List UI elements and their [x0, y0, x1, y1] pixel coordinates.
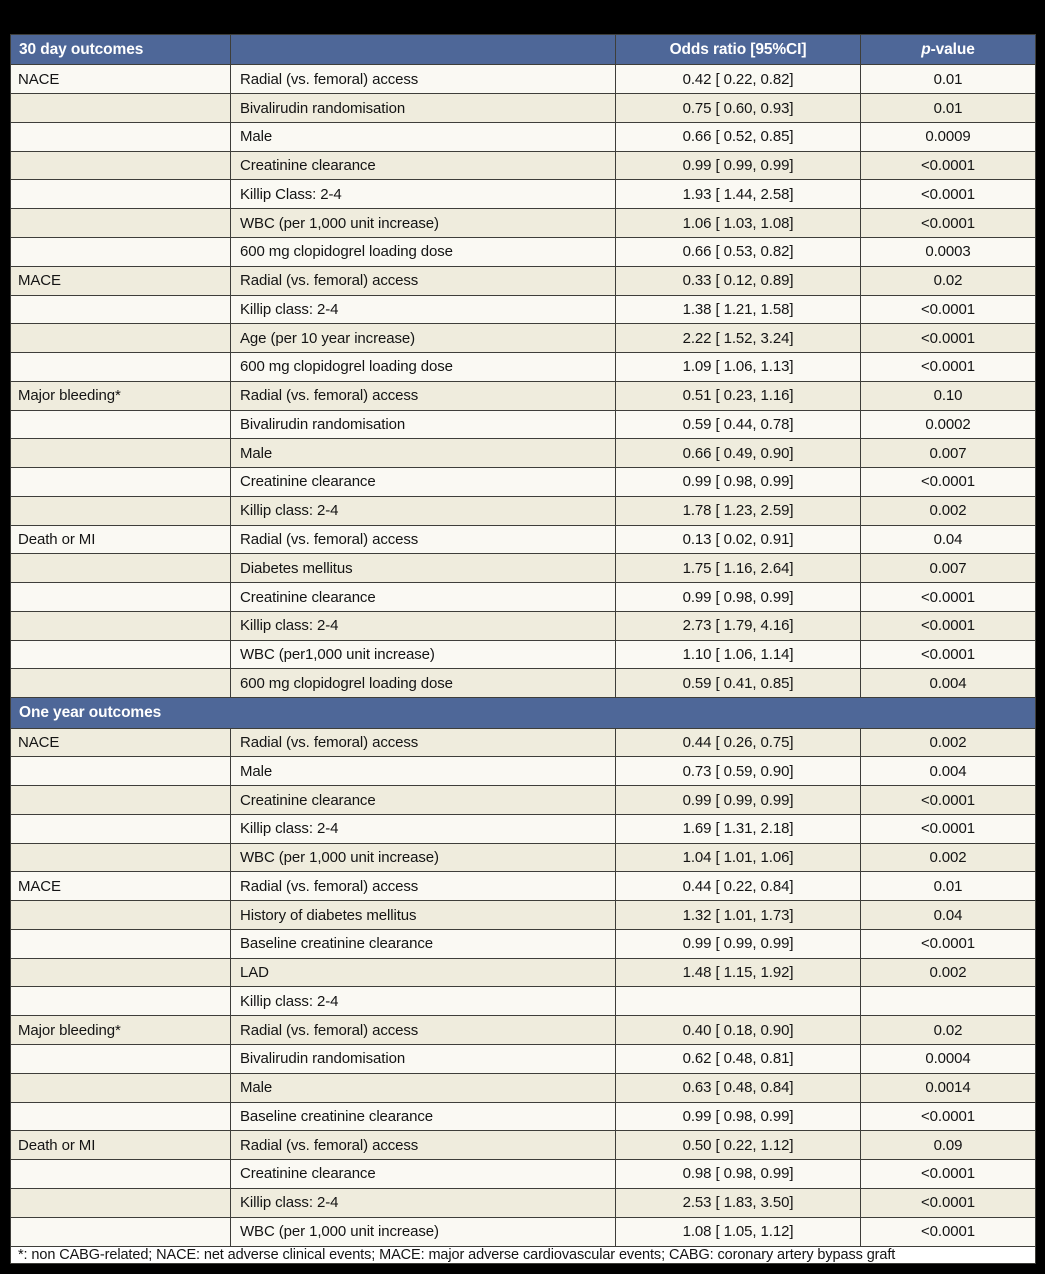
table-row [11, 353, 1036, 382]
odds-ratio-cell: 0.44 [ 0.26, 0.75] [616, 728, 861, 757]
outcome-cell: Major bleeding* [11, 1016, 231, 1045]
outcome-cell [11, 122, 231, 151]
variable-cell: History of diabetes mellitus [231, 901, 616, 930]
table-row [11, 611, 1036, 640]
variable-cell: Baseline creatinine clearance [231, 1102, 616, 1131]
variable-cell: WBC (per 1,000 unit increase) [231, 1217, 616, 1246]
variable-cell: Creatinine clearance [231, 583, 616, 612]
outcome-cell [11, 1217, 231, 1246]
table-row [11, 381, 1036, 410]
table-row [11, 640, 1036, 669]
odds-ratio-cell: 0.42 [ 0.22, 0.82] [616, 65, 861, 94]
variable-cell: Bivalirudin randomisation [231, 410, 616, 439]
odds-ratio-cell: 2.22 [ 1.52, 3.24] [616, 324, 861, 353]
p-value-cell: <0.0001 [861, 295, 1036, 324]
p-value-cell: 0.01 [861, 872, 1036, 901]
p-value-cell: 0.007 [861, 439, 1036, 468]
p-value-cell: <0.0001 [861, 1217, 1036, 1246]
outcome-cell [11, 237, 231, 266]
table-row [11, 814, 1036, 843]
variable-cell: LAD [231, 958, 616, 987]
p-value-cell: 0.02 [861, 1016, 1036, 1045]
table-row [11, 843, 1036, 872]
column-header-section-title: 30 day outcomes [11, 35, 231, 65]
p-value-cell: 0.04 [861, 901, 1036, 930]
outcome-cell [11, 1102, 231, 1131]
p-value-cell: <0.0001 [861, 1188, 1036, 1217]
outcome-cell [11, 1073, 231, 1102]
p-value-cell: <0.0001 [861, 1102, 1036, 1131]
table-header-row [11, 35, 1036, 65]
p-value-cell: 0.0003 [861, 237, 1036, 266]
p-value-cell: 0.01 [861, 94, 1036, 123]
variable-cell: Killip class: 2-4 [231, 814, 616, 843]
p-value-cell: 0.10 [861, 381, 1036, 410]
section-title: One year outcomes [11, 698, 1036, 728]
outcome-cell [11, 640, 231, 669]
variable-cell: Radial (vs. femoral) access [231, 525, 616, 554]
variable-cell: Male [231, 757, 616, 786]
table-row [11, 209, 1036, 238]
variable-cell: WBC (per 1,000 unit increase) [231, 209, 616, 238]
table-row [11, 295, 1036, 324]
odds-ratio-cell: 0.50 [ 0.22, 1.12] [616, 1131, 861, 1160]
p-value-cell: 0.0002 [861, 410, 1036, 439]
column-header-variable [231, 35, 616, 65]
odds-ratio-cell: 0.59 [ 0.44, 0.78] [616, 410, 861, 439]
p-value-cell: 0.002 [861, 728, 1036, 757]
outcome-cell [11, 151, 231, 180]
table-row [11, 554, 1036, 583]
variable-cell: Creatinine clearance [231, 1160, 616, 1189]
p-value-cell: 0.002 [861, 958, 1036, 987]
p-value-cell: 0.007 [861, 554, 1036, 583]
odds-ratio-cell: 0.59 [ 0.41, 0.85] [616, 669, 861, 698]
p-value-cell: <0.0001 [861, 611, 1036, 640]
footnote-row [11, 1247, 1036, 1264]
table-row [11, 1188, 1036, 1217]
table-row [11, 987, 1036, 1016]
outcome-cell: Major bleeding* [11, 381, 231, 410]
odds-ratio-cell: 0.33 [ 0.12, 0.89] [616, 266, 861, 295]
table-row [11, 1045, 1036, 1074]
outcome-cell [11, 324, 231, 353]
variable-cell: Radial (vs. femoral) access [231, 872, 616, 901]
table-row [11, 1217, 1036, 1246]
variable-cell: Baseline creatinine clearance [231, 929, 616, 958]
p-value-cell: <0.0001 [861, 209, 1036, 238]
table-row [11, 180, 1036, 209]
table-row [11, 1131, 1036, 1160]
variable-cell: Bivalirudin randomisation [231, 1045, 616, 1074]
variable-cell: Radial (vs. femoral) access [231, 65, 616, 94]
p-value-cell: <0.0001 [861, 353, 1036, 382]
odds-ratio-cell: 0.99 [ 0.99, 0.99] [616, 786, 861, 815]
outcome-cell: NACE [11, 728, 231, 757]
p-value-cell: 0.004 [861, 757, 1036, 786]
section-header-row [11, 698, 1036, 728]
p-value-cell: <0.0001 [861, 468, 1036, 497]
p-value-cell: 0.0004 [861, 1045, 1036, 1074]
outcome-cell [11, 669, 231, 698]
p-value-cell: 0.004 [861, 669, 1036, 698]
odds-ratio-cell: 0.73 [ 0.59, 0.90] [616, 757, 861, 786]
outcome-cell [11, 987, 231, 1016]
outcome-cell [11, 958, 231, 987]
odds-ratio-cell: 0.63 [ 0.48, 0.84] [616, 1073, 861, 1102]
table-row [11, 1102, 1036, 1131]
p-value-cell: 0.02 [861, 266, 1036, 295]
table-row [11, 410, 1036, 439]
outcome-cell [11, 439, 231, 468]
p-value-cell: 0.0009 [861, 122, 1036, 151]
variable-cell: WBC (per 1,000 unit increase) [231, 843, 616, 872]
outcome-cell [11, 583, 231, 612]
odds-ratio-cell: 0.99 [ 0.98, 0.99] [616, 583, 861, 612]
p-value-cell: <0.0001 [861, 929, 1036, 958]
outcome-cell: MACE [11, 266, 231, 295]
outcome-cell [11, 1188, 231, 1217]
p-value-cell: 0.04 [861, 525, 1036, 554]
odds-ratio-cell: 2.73 [ 1.79, 4.16] [616, 611, 861, 640]
outcome-cell [11, 786, 231, 815]
column-header-p-value: p-value [861, 35, 1036, 65]
table-row [11, 324, 1036, 353]
variable-cell: Male [231, 122, 616, 151]
outcomes-table [10, 34, 1036, 1264]
variable-cell: Radial (vs. femoral) access [231, 1131, 616, 1160]
table-row [11, 1016, 1036, 1045]
variable-cell: 600 mg clopidogrel loading dose [231, 353, 616, 382]
table-row [11, 122, 1036, 151]
variable-cell: Male [231, 439, 616, 468]
odds-ratio-cell: 0.51 [ 0.23, 1.16] [616, 381, 861, 410]
odds-ratio-cell: 0.99 [ 0.99, 0.99] [616, 929, 861, 958]
p-value-cell: 0.0014 [861, 1073, 1036, 1102]
variable-cell: 600 mg clopidogrel loading dose [231, 237, 616, 266]
outcome-cell [11, 295, 231, 324]
outcome-cell [11, 180, 231, 209]
odds-ratio-cell: 1.69 [ 1.31, 2.18] [616, 814, 861, 843]
table-row [11, 757, 1036, 786]
table-row [11, 439, 1036, 468]
outcome-cell [11, 901, 231, 930]
table-row [11, 583, 1036, 612]
variable-cell: Bivalirudin randomisation [231, 94, 616, 123]
variable-cell: Killip class: 2-4 [231, 611, 616, 640]
odds-ratio-cell: 1.32 [ 1.01, 1.73] [616, 901, 861, 930]
odds-ratio-cell: 0.99 [ 0.98, 0.99] [616, 468, 861, 497]
outcome-cell [11, 1045, 231, 1074]
odds-ratio-cell: 0.66 [ 0.49, 0.90] [616, 439, 861, 468]
odds-ratio-cell: 1.75 [ 1.16, 2.64] [616, 554, 861, 583]
odds-ratio-cell: 2.53 [ 1.83, 3.50] [616, 1188, 861, 1217]
table-row [11, 929, 1036, 958]
outcome-cell: Death or MI [11, 525, 231, 554]
table-row [11, 1160, 1036, 1189]
p-value-cell: 0.09 [861, 1131, 1036, 1160]
variable-cell: WBC (per1,000 unit increase) [231, 640, 616, 669]
variable-cell: Creatinine clearance [231, 786, 616, 815]
odds-ratio-cell: 0.13 [ 0.02, 0.91] [616, 525, 861, 554]
outcome-cell: Death or MI [11, 1131, 231, 1160]
outcome-cell [11, 496, 231, 525]
variable-cell: Radial (vs. femoral) access [231, 381, 616, 410]
table-row [11, 468, 1036, 497]
outcomes-table-frame [10, 34, 1035, 1264]
table-row [11, 266, 1036, 295]
odds-ratio-cell [616, 987, 861, 1016]
variable-cell: Radial (vs. femoral) access [231, 266, 616, 295]
p-value-cell: <0.0001 [861, 180, 1036, 209]
variable-cell: Killip class: 2-4 [231, 295, 616, 324]
outcome-cell [11, 757, 231, 786]
table-row [11, 496, 1036, 525]
outcome-cell [11, 843, 231, 872]
variable-cell: Killip class: 2-4 [231, 496, 616, 525]
odds-ratio-cell: 0.98 [ 0.98, 0.99] [616, 1160, 861, 1189]
outcome-cell [11, 410, 231, 439]
table-row [11, 872, 1036, 901]
p-value-cell: <0.0001 [861, 786, 1036, 815]
variable-cell: Killip Class: 2-4 [231, 180, 616, 209]
table-row [11, 901, 1036, 930]
outcome-cell [11, 1160, 231, 1189]
outcome-cell [11, 209, 231, 238]
outcome-cell: NACE [11, 65, 231, 94]
outcome-cell [11, 94, 231, 123]
odds-ratio-cell: 1.04 [ 1.01, 1.06] [616, 843, 861, 872]
outcome-cell [11, 353, 231, 382]
odds-ratio-cell: 0.66 [ 0.53, 0.82] [616, 237, 861, 266]
odds-ratio-cell: 0.62 [ 0.48, 0.81] [616, 1045, 861, 1074]
p-value-cell: <0.0001 [861, 324, 1036, 353]
variable-cell: Diabetes mellitus [231, 554, 616, 583]
footnote-text: *: non CABG-related; NACE: net adverse clinical events; MACE: major adverse cardiovascular events; CABG: coronary artery bypass graft [11, 1247, 1036, 1264]
p-value-cell: <0.0001 [861, 814, 1036, 843]
p-value-cell: <0.0001 [861, 151, 1036, 180]
variable-cell: Killip class: 2-4 [231, 987, 616, 1016]
odds-ratio-cell: 1.93 [ 1.44, 2.58] [616, 180, 861, 209]
table-row [11, 786, 1036, 815]
outcome-cell [11, 468, 231, 497]
table-row [11, 237, 1036, 266]
variable-cell: Creatinine clearance [231, 151, 616, 180]
p-value-cell: 0.002 [861, 496, 1036, 525]
odds-ratio-cell: 1.09 [ 1.06, 1.13] [616, 353, 861, 382]
odds-ratio-cell: 1.48 [ 1.15, 1.92] [616, 958, 861, 987]
odds-ratio-cell: 0.40 [ 0.18, 0.90] [616, 1016, 861, 1045]
odds-ratio-cell: 0.44 [ 0.22, 0.84] [616, 872, 861, 901]
outcome-cell [11, 814, 231, 843]
p-value-cell: 0.01 [861, 65, 1036, 94]
odds-ratio-cell: 1.38 [ 1.21, 1.58] [616, 295, 861, 324]
column-header-odds-ratio: Odds ratio [95%CI] [616, 35, 861, 65]
table-row [11, 525, 1036, 554]
table-row [11, 94, 1036, 123]
table-row [11, 1073, 1036, 1102]
variable-cell: Killip class: 2-4 [231, 1188, 616, 1217]
odds-ratio-cell: 1.08 [ 1.05, 1.12] [616, 1217, 861, 1246]
table-row [11, 151, 1036, 180]
variable-cell: Creatinine clearance [231, 468, 616, 497]
table-row [11, 669, 1036, 698]
variable-cell: Radial (vs. femoral) access [231, 728, 616, 757]
variable-cell: Age (per 10 year increase) [231, 324, 616, 353]
odds-ratio-cell: 1.78 [ 1.23, 2.59] [616, 496, 861, 525]
outcome-cell [11, 611, 231, 640]
p-value-cell: <0.0001 [861, 583, 1036, 612]
table-row [11, 728, 1036, 757]
odds-ratio-cell: 1.06 [ 1.03, 1.08] [616, 209, 861, 238]
odds-ratio-cell: 0.99 [ 0.98, 0.99] [616, 1102, 861, 1131]
table-row [11, 958, 1036, 987]
odds-ratio-cell: 0.66 [ 0.52, 0.85] [616, 122, 861, 151]
variable-cell: Male [231, 1073, 616, 1102]
outcome-cell [11, 929, 231, 958]
odds-ratio-cell: 0.75 [ 0.60, 0.93] [616, 94, 861, 123]
odds-ratio-cell: 1.10 [ 1.06, 1.14] [616, 640, 861, 669]
p-value-cell: <0.0001 [861, 640, 1036, 669]
p-value-cell: 0.002 [861, 843, 1036, 872]
outcome-cell: MACE [11, 872, 231, 901]
p-value-cell [861, 987, 1036, 1016]
variable-cell: Radial (vs. femoral) access [231, 1016, 616, 1045]
outcome-cell [11, 554, 231, 583]
variable-cell: 600 mg clopidogrel loading dose [231, 669, 616, 698]
odds-ratio-cell: 0.99 [ 0.99, 0.99] [616, 151, 861, 180]
p-value-cell: <0.0001 [861, 1160, 1036, 1189]
table-row [11, 65, 1036, 94]
